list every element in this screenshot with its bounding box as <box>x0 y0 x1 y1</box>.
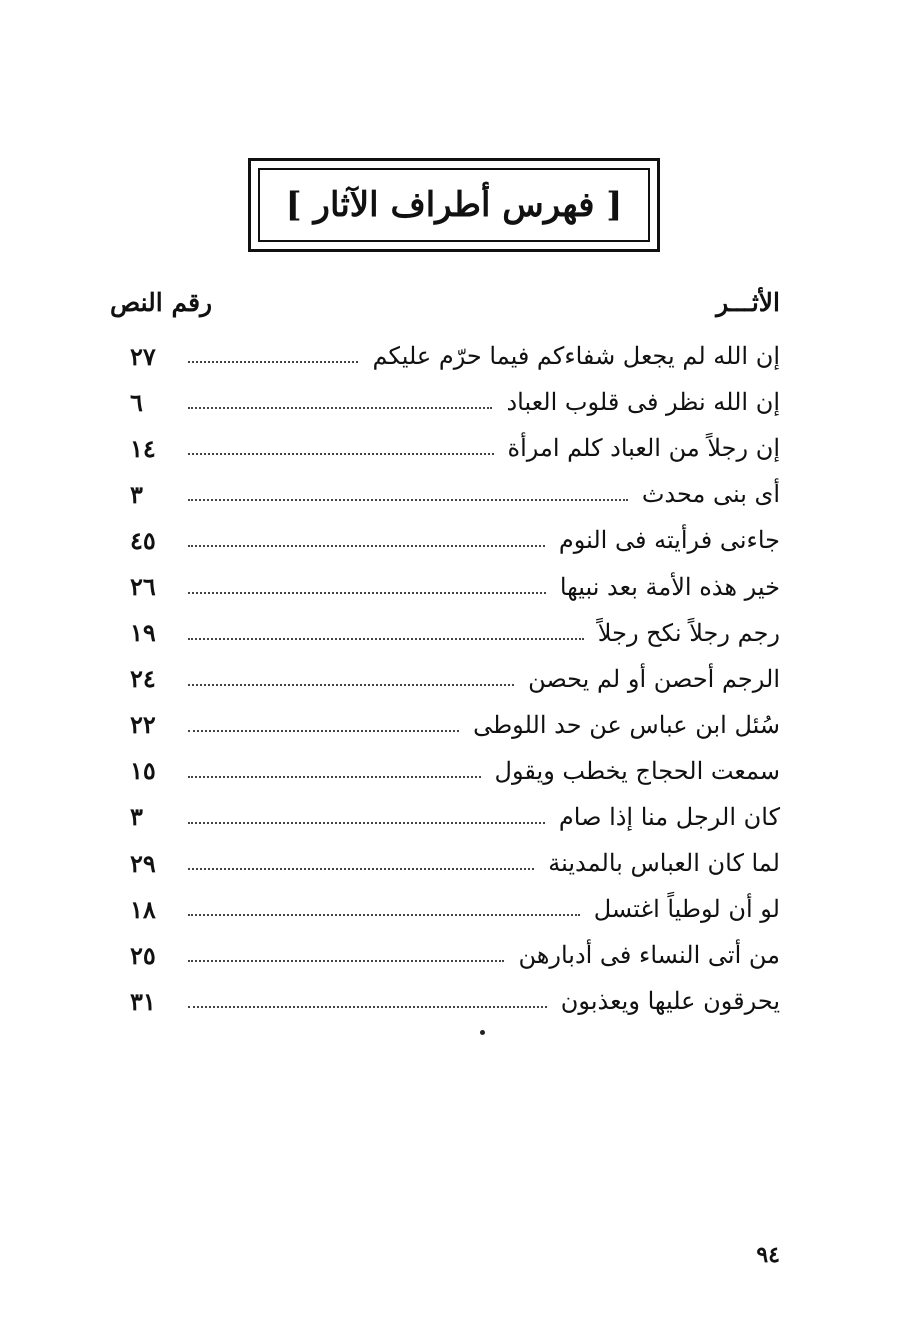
entry-phrase: من أتى النساء فى أدبارهن <box>518 941 780 970</box>
entry-phrase: كان الرجل منا إذا صام <box>558 802 780 831</box>
index-entry <box>130 517 780 563</box>
entry-number: ١٥ <box>130 756 156 786</box>
dot-leader <box>188 636 584 640</box>
entry-number: ١٤ <box>130 433 156 463</box>
index-entry <box>130 425 780 471</box>
entry-phrase: إن رجلاً من العباد كلم امرأة <box>507 434 780 463</box>
entry-phrase: سمعت الحجاج يخطب ويقول <box>494 756 780 785</box>
entry-phrase: الرجم أحصن أو لم يحصن <box>528 664 780 693</box>
index-entry <box>130 702 780 748</box>
entry-phrase: لما كان العباس بالمدينة <box>548 849 780 878</box>
index-list <box>130 333 780 1024</box>
dot-leader <box>188 497 628 501</box>
column-headers <box>110 280 780 324</box>
index-entry <box>130 656 780 702</box>
index-entry <box>130 563 780 609</box>
athar-column-header: الأثـــر <box>716 287 780 317</box>
dot-leader <box>188 728 459 732</box>
index-entry <box>130 610 780 656</box>
entry-phrase: خير هذه الأمة بعد نبيها <box>559 572 780 601</box>
entry-number: ٣١ <box>130 986 156 1016</box>
dot-leader <box>188 682 514 686</box>
entry-number: ٢٥ <box>130 940 156 970</box>
entry-number: ١٨ <box>130 894 156 924</box>
text-number-column-header: رقم النص <box>110 287 213 317</box>
entry-phrase: أى بنى محدث <box>641 480 780 509</box>
index-entry <box>130 333 780 379</box>
dot-leader <box>188 359 358 363</box>
dot-leader <box>188 543 545 547</box>
entry-number: ٣ <box>130 802 143 832</box>
entry-number: ٦ <box>130 387 143 417</box>
entry-number: ٢٩ <box>130 848 156 878</box>
dot-leader <box>188 590 546 594</box>
index-entry <box>130 794 780 840</box>
entry-number: ٤٥ <box>130 525 156 555</box>
entry-phrase: يحرقون عليها ويعذبون <box>560 987 780 1016</box>
index-entry <box>130 748 780 794</box>
dot-leader <box>188 1004 547 1008</box>
entry-number: ٢٦ <box>130 572 156 602</box>
dot-leader <box>188 451 494 455</box>
index-entry <box>130 886 780 932</box>
entry-number: ٣ <box>130 479 143 509</box>
dot-leader <box>188 912 580 916</box>
entry-phrase: رجم رجلاً نكح رجلاً <box>597 618 780 647</box>
entry-phrase: جاءنى فرأيته فى النوم <box>558 526 780 555</box>
dot-leader <box>188 958 504 962</box>
entry-phrase: إن الله لم يجعل شفاءكم فيما حرّم عليكم <box>372 342 780 371</box>
dot-leader <box>188 774 481 778</box>
entry-phrase: لو أن لوطياً اغتسل <box>593 895 780 924</box>
dot-leader <box>188 866 534 870</box>
title-frame <box>248 158 660 252</box>
entry-number: ٢٧ <box>130 341 156 371</box>
index-entry <box>130 932 780 978</box>
index-entry <box>130 840 780 886</box>
page-number: ٩٤ <box>756 1242 780 1268</box>
index-entry <box>130 379 780 425</box>
index-entry <box>130 471 780 517</box>
page-title: [ فهرس أطراف الآثار ] <box>285 185 623 225</box>
dot-leader <box>188 820 545 824</box>
entry-number: ٢٢ <box>130 710 156 740</box>
stray-dot <box>480 1030 485 1035</box>
index-entry <box>130 978 780 1024</box>
entry-number: ٢٤ <box>130 664 156 694</box>
dot-leader <box>188 405 492 409</box>
entry-phrase: سُئل ابن عباس عن حد اللوطى <box>473 710 780 739</box>
title-inner-frame <box>258 168 650 242</box>
entry-number: ١٩ <box>130 618 156 648</box>
entry-phrase: إن الله نظر فى قلوب العباد <box>506 388 780 417</box>
